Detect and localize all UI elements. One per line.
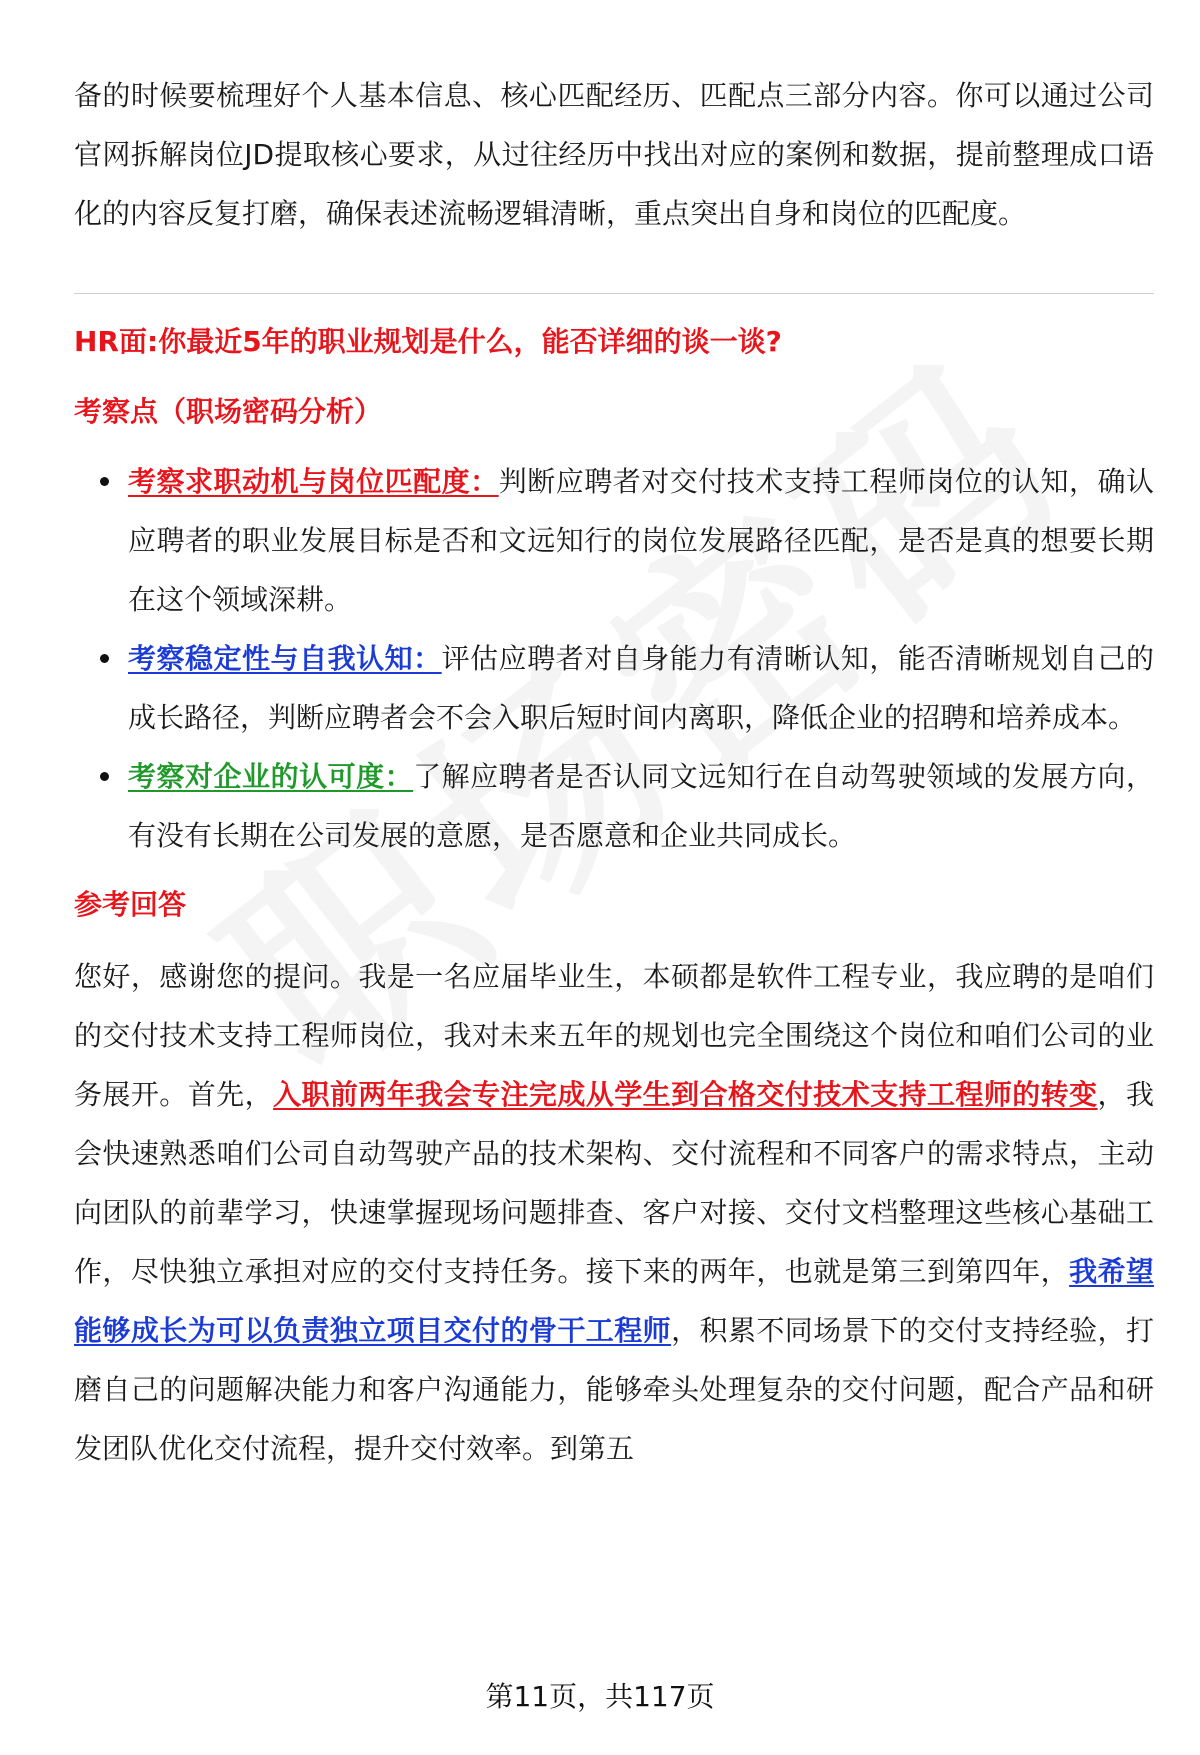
answer-highlight: 入职前两年我会专注完成从学生到合格交付技术支持工程师的转变 <box>273 1078 1098 1111</box>
point-text: 判断应聘者对交付技术支持工程师岗位的认知，确认应聘者的职业发展目标是否和文远知行的岗位发展路径匹配，是否是真的想要长期在这个领域深耕。 <box>128 465 1154 616</box>
point-keyword: 考察对企业的认可度： <box>128 760 414 793</box>
intro-paragraph: 备的时候要梳理好个人基本信息、核心匹配经历、匹配点三部分内容。你可以通过公司官网拆解岗位JD提取核心要求，从过往经历中找出对应的案例和数据，提前整理成口语化的内容反复打磨，确保表述流畅逻辑清晰，重点突出自身和岗位的匹配度。 <box>74 79 1154 230</box>
answer-text: ，我会快速熟悉咱们公司自动驾驶产品的技术架构、交付流程和不同客户的需求特点，主动向团队的前辈学习，快速掌握现场问题排查、客户对接、交付文档整理这些核心基础工作，尽快独立承担对应的交付支持任务。接下来的两年，也就是第三到第四年， <box>74 1078 1154 1288</box>
page-number: 第11页，共117页 <box>485 1680 715 1713</box>
point-keyword: 考察稳定性与自我认知： <box>128 642 442 675</box>
assessment-points-list <box>74 452 1154 865</box>
assessment-points-heading: 考察点（职场密码分析） <box>74 395 383 428</box>
question-title: HR面:你最近5年的职业规划是什么，能否详细的谈一谈? <box>74 325 782 358</box>
point-text: 了解应聘者是否认同文远知行在自动驾驶领域的发展方向，有没有长期在公司发展的意愿，是否愿意和企业共同成长。 <box>128 760 1154 852</box>
page-content <box>74 66 1154 1478</box>
answer-highlight: 我希望能够成长为可以负责独立项目交付的骨干工程师 <box>74 1255 1154 1347</box>
answer-text: 您好，感谢您的提问。我是一名应届毕业生，本硕都是软件工程专业，我应聘的是咱们的交付技术支持工程师岗位，我对未来五年的规划也完全围绕这个岗位和咱们公司的业务展开。首先， <box>74 960 1154 1111</box>
bullet-icon <box>100 772 109 781</box>
list-item <box>74 452 1154 629</box>
list-item <box>74 747 1154 865</box>
answer-text: ，积累不同场景下的交付支持经验，打磨自己的问题解决能力和客户沟通能力，能够牵头处理复杂的交付问题，配合产品和研发团队优化交付流程，提升交付效率。到第五 <box>74 1314 1154 1465</box>
point-keyword: 考察求职动机与岗位匹配度： <box>128 465 499 498</box>
point-text: 评估应聘者对自身能力有清晰认知，能否清晰规划自己的成长路径，判断应聘者会不会入职后短时间内离职，降低企业的招聘和培养成本。 <box>128 642 1154 734</box>
reference-answer-heading: 参考回答 <box>74 888 187 921</box>
bullet-icon <box>100 654 109 663</box>
list-item <box>74 629 1154 747</box>
section-divider <box>74 293 1154 294</box>
reference-answer-paragraph <box>74 947 1154 1478</box>
bullet-icon <box>100 477 109 486</box>
